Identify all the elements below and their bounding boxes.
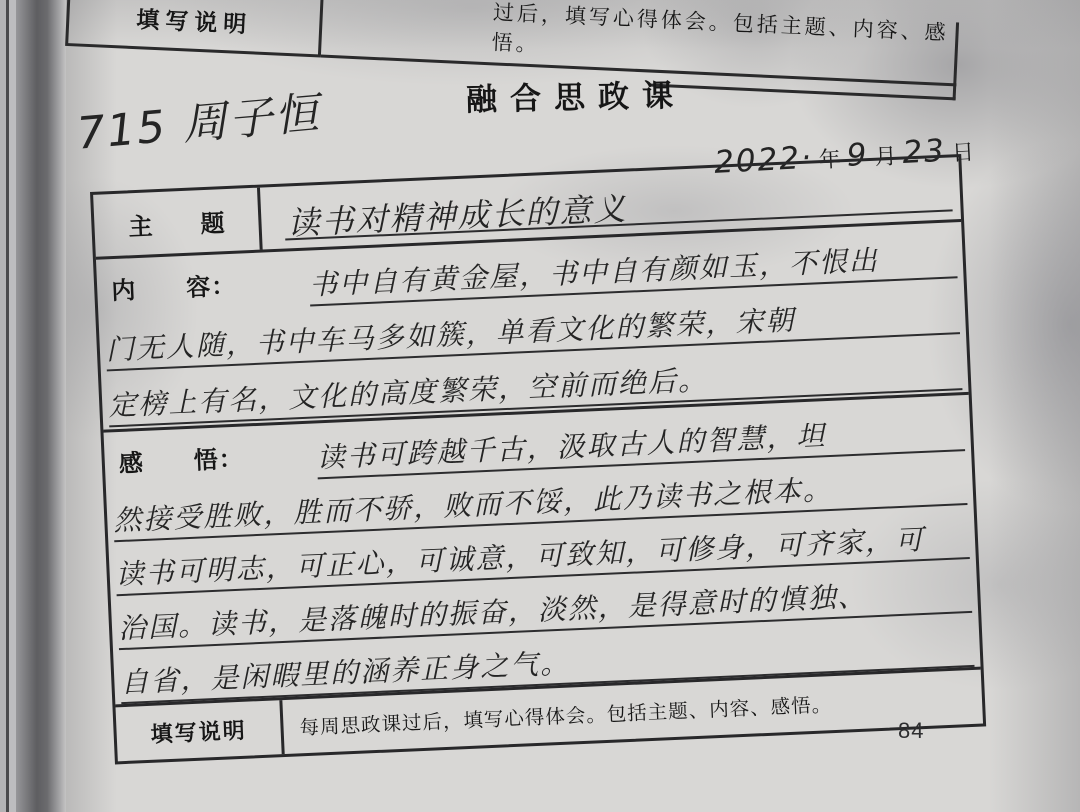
date-month-handwritten: 9 (845, 136, 870, 174)
topic-label: 主 题 (93, 188, 263, 257)
date-day-unit: 日 (951, 139, 975, 166)
reflection-row (104, 395, 981, 708)
date-year-unit: 年 (818, 146, 842, 173)
date-month-unit: 月 (873, 143, 898, 170)
date-year-handwritten: 2022· (713, 139, 814, 181)
content-line-text: 定榜上有名，文化的高度繁荣，空前而绝后。 (107, 363, 709, 423)
page-title: 融合思政课 (465, 77, 687, 118)
previous-form-label: 填写说明 (65, 0, 324, 58)
reflection-line-text: 自省，是闲暇里的涵养正身之气。 (119, 646, 571, 700)
reflection-label: 感 悟： (118, 445, 245, 478)
book-gutter-shadow (16, 0, 68, 812)
previous-form-instructions-text: 过后，填写心得体会。包括主题、内容、感悟。 (491, 1, 950, 57)
instructions-text: 每周思政课过后，填写心得体会。包括主题、内容、感悟。 (299, 695, 833, 740)
reflection-line-text: 然接受胜败，胜而不骄，败而不馁，此乃读书之根本。 (112, 472, 834, 538)
reflection-line-text: 读书可跨越千古，汲取古人的智慧，坦 (316, 419, 828, 475)
reflection-line-text: 读书可明志，可正心，可诚意，可致知，可修身，可齐家，可 (114, 522, 926, 592)
student-name-handwritten: 715 周子恒 (74, 87, 323, 160)
content-label: 内 容： (110, 272, 237, 306)
reflection-line-text: 治国。读书，是落魄时的振奋，淡然，是得意时的慎独、 (117, 579, 869, 646)
notebook-page (66, 0, 1080, 812)
content-line-text: 书中自有黄金屋，书中自有颜如玉，不恨出 (308, 243, 880, 302)
date-day-handwritten: 23 (901, 132, 947, 171)
weekly-reflection-form (90, 154, 986, 764)
page-number: 84 (898, 718, 925, 743)
topic-value-handwritten: 读书对精神成长的意义 (286, 189, 629, 243)
content-line-text: 门无人随，书中车马多如簇，单看文化的繁荣，宋朝 (105, 303, 796, 367)
instructions-label: 填写说明 (116, 700, 285, 761)
